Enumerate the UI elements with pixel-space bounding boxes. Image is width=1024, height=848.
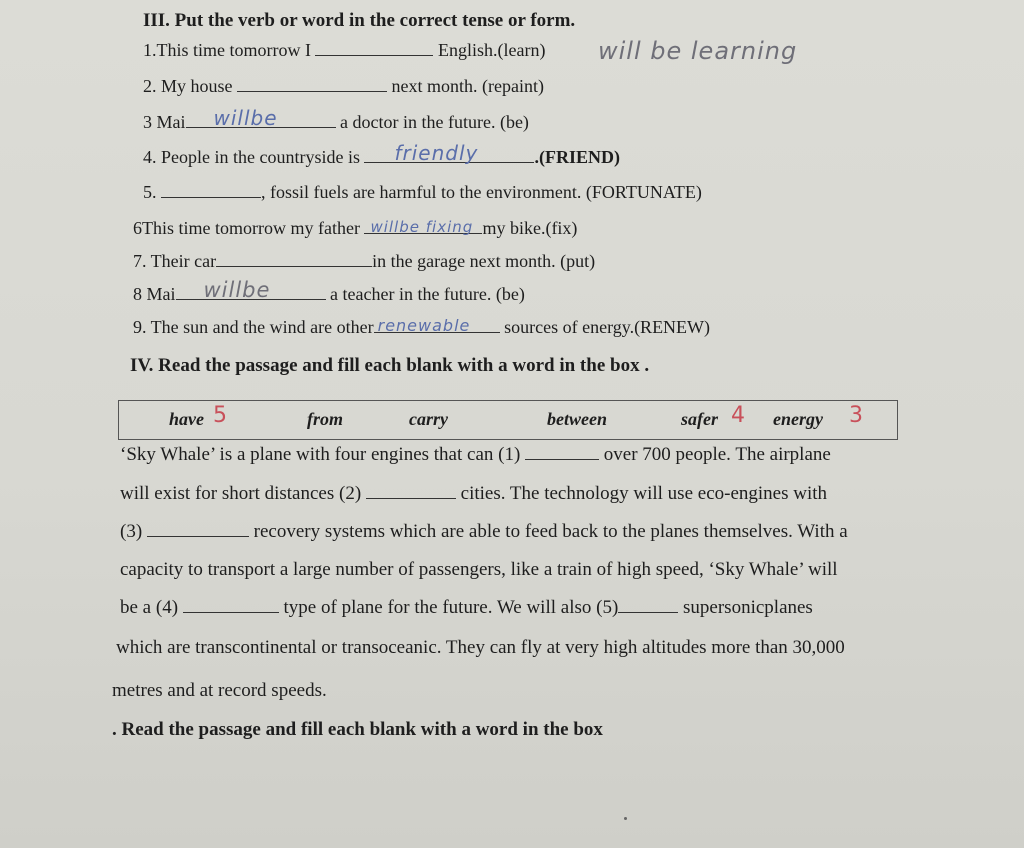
word-box-item-safer: safer [681,409,718,429]
word-box-item-between: between [547,409,607,429]
exercise-item-5 [143,182,702,203]
passage-line-7-text: metres and at record speeds. [112,680,327,701]
passage-line-2-part-a: will exist for short distances (2) [120,483,362,504]
item-7-blank[interactable] [216,252,372,267]
item-2-blank[interactable] [237,77,387,92]
exercise-item-3 [143,106,529,133]
passage-line-2 [120,483,827,505]
item-9-blank[interactable] [374,318,500,333]
passage-line-1-part-b: over 700 people. The airplane [603,444,831,465]
passage-line-5-part-b: type of plane for the future. We will also (5) [283,597,619,618]
item-2-text-after: next month. (repaint) [391,76,544,96]
item-8-blank[interactable] [176,278,326,302]
item-3-blank[interactable] [186,106,336,130]
item-5-text-before: 5. [143,182,157,202]
section-4-heading: IV. Read the passage and fill each blank with a word in the box . [130,355,650,376]
exercise-item-2 [143,76,544,97]
item-8-handwritten-answer: willbe [203,278,271,302]
item-3-text-before: 3 Mai [143,112,186,132]
passage-line-6-text: which are transcontinental or transoceanic. They can fly at very high altitudes more than 30,000 [116,637,845,658]
exercise-item-8 [133,278,525,305]
item-9-handwritten-answer: renewable [377,316,471,335]
exercise-item-4 [143,141,620,168]
passage-line-4-text: capacity to transport a large number of passengers, like a train of high speed, ‘Sky Whale’ will [120,559,838,580]
passage-line-4 [120,559,838,581]
item-3-handwritten-answer: willbe [213,106,278,130]
passage-blank-2[interactable] [366,484,456,499]
passage-line-5-part-a: be a (4) [120,597,179,618]
word-box-item-energy: energy [773,409,823,429]
exercise-item-6 [133,218,577,239]
passage-blank-3[interactable] [147,522,249,537]
passage-line-1 [120,444,831,466]
passage-line-5 [120,597,813,619]
item-4-text-after: .(FRIEND) [534,147,620,167]
paper-speck [624,817,627,820]
item-4-handwritten-answer: friendly [394,141,479,165]
item-2-text-before: 2. My house [143,76,233,96]
item-1-blank[interactable] [315,41,433,56]
item-9-text-after: sources of energy.(RENEW) [504,317,711,337]
word-box-item-from: from [307,409,343,429]
word-box-mark-have: 5 [213,403,227,428]
item-5-blank[interactable] [161,183,261,198]
word-box-mark-safer: 4 [731,403,745,428]
item-3-text-after: a doctor in the future. (be) [340,112,529,132]
section-3-heading: III. Put the verb or word in the correct tense or form. [143,10,576,31]
passage-line-3-part-a: (3) [120,521,143,542]
passage-line-1-part-a: ‘Sky Whale’ is a plane with four engines that can (1) [120,444,521,465]
passage-blank-4[interactable] [183,598,279,613]
exercise-item-1 [143,37,798,65]
passage-line-2-part-b: cities. The technology will use eco-engines with [460,483,828,504]
passage-blank-1[interactable] [525,445,599,460]
passage-blank-5[interactable] [618,598,678,613]
item-1-text-after: English.(learn) [437,40,546,60]
item-8-text-before: 8 Mai [133,284,176,304]
item-5-text-after: , fossil fuels are harmful to the environment. (FORTUNATE) [261,182,702,202]
item-6-blank[interactable] [364,219,482,234]
item-6-handwritten-answer: willbe fixing [370,218,474,236]
passage-line-3 [120,521,848,543]
word-box-mark-energy: 3 [849,403,863,428]
item-6-text-before: 6This time tomorrow my father [133,218,360,238]
item-6-text-after: my bike.(fix) [482,218,578,238]
passage-line-3-part-b: recovery systems which are able to feed back to the planes themselves. With a [253,521,848,542]
exercise-item-7 [133,251,595,272]
word-box-item-carry: carry [409,409,448,429]
passage-line-5-part-c: supersonicplanes [683,597,813,618]
section-5-heading: . Read the passage and fill each blank with a word in the box [112,719,603,740]
passage-line-7 [112,680,327,702]
item-8-text-after: a teacher in the future. (be) [330,284,525,304]
item-1-text-before: 1.This time tomorrow I [143,40,311,60]
word-box-item-have: have [169,409,204,429]
word-box [118,400,898,440]
item-7-text-before: 7. Their car [133,251,217,271]
item-7-text-after: in the garage next month. (put) [372,251,596,271]
exercise-item-9 [133,317,710,338]
item-1-handwritten-answer: will be learning [598,37,798,65]
item-4-text-before: 4. People in the countryside is [143,147,360,167]
passage-line-6 [116,637,845,659]
item-9-text-before: 9. The sun and the wind are other [133,317,374,337]
item-4-blank[interactable] [364,141,534,165]
